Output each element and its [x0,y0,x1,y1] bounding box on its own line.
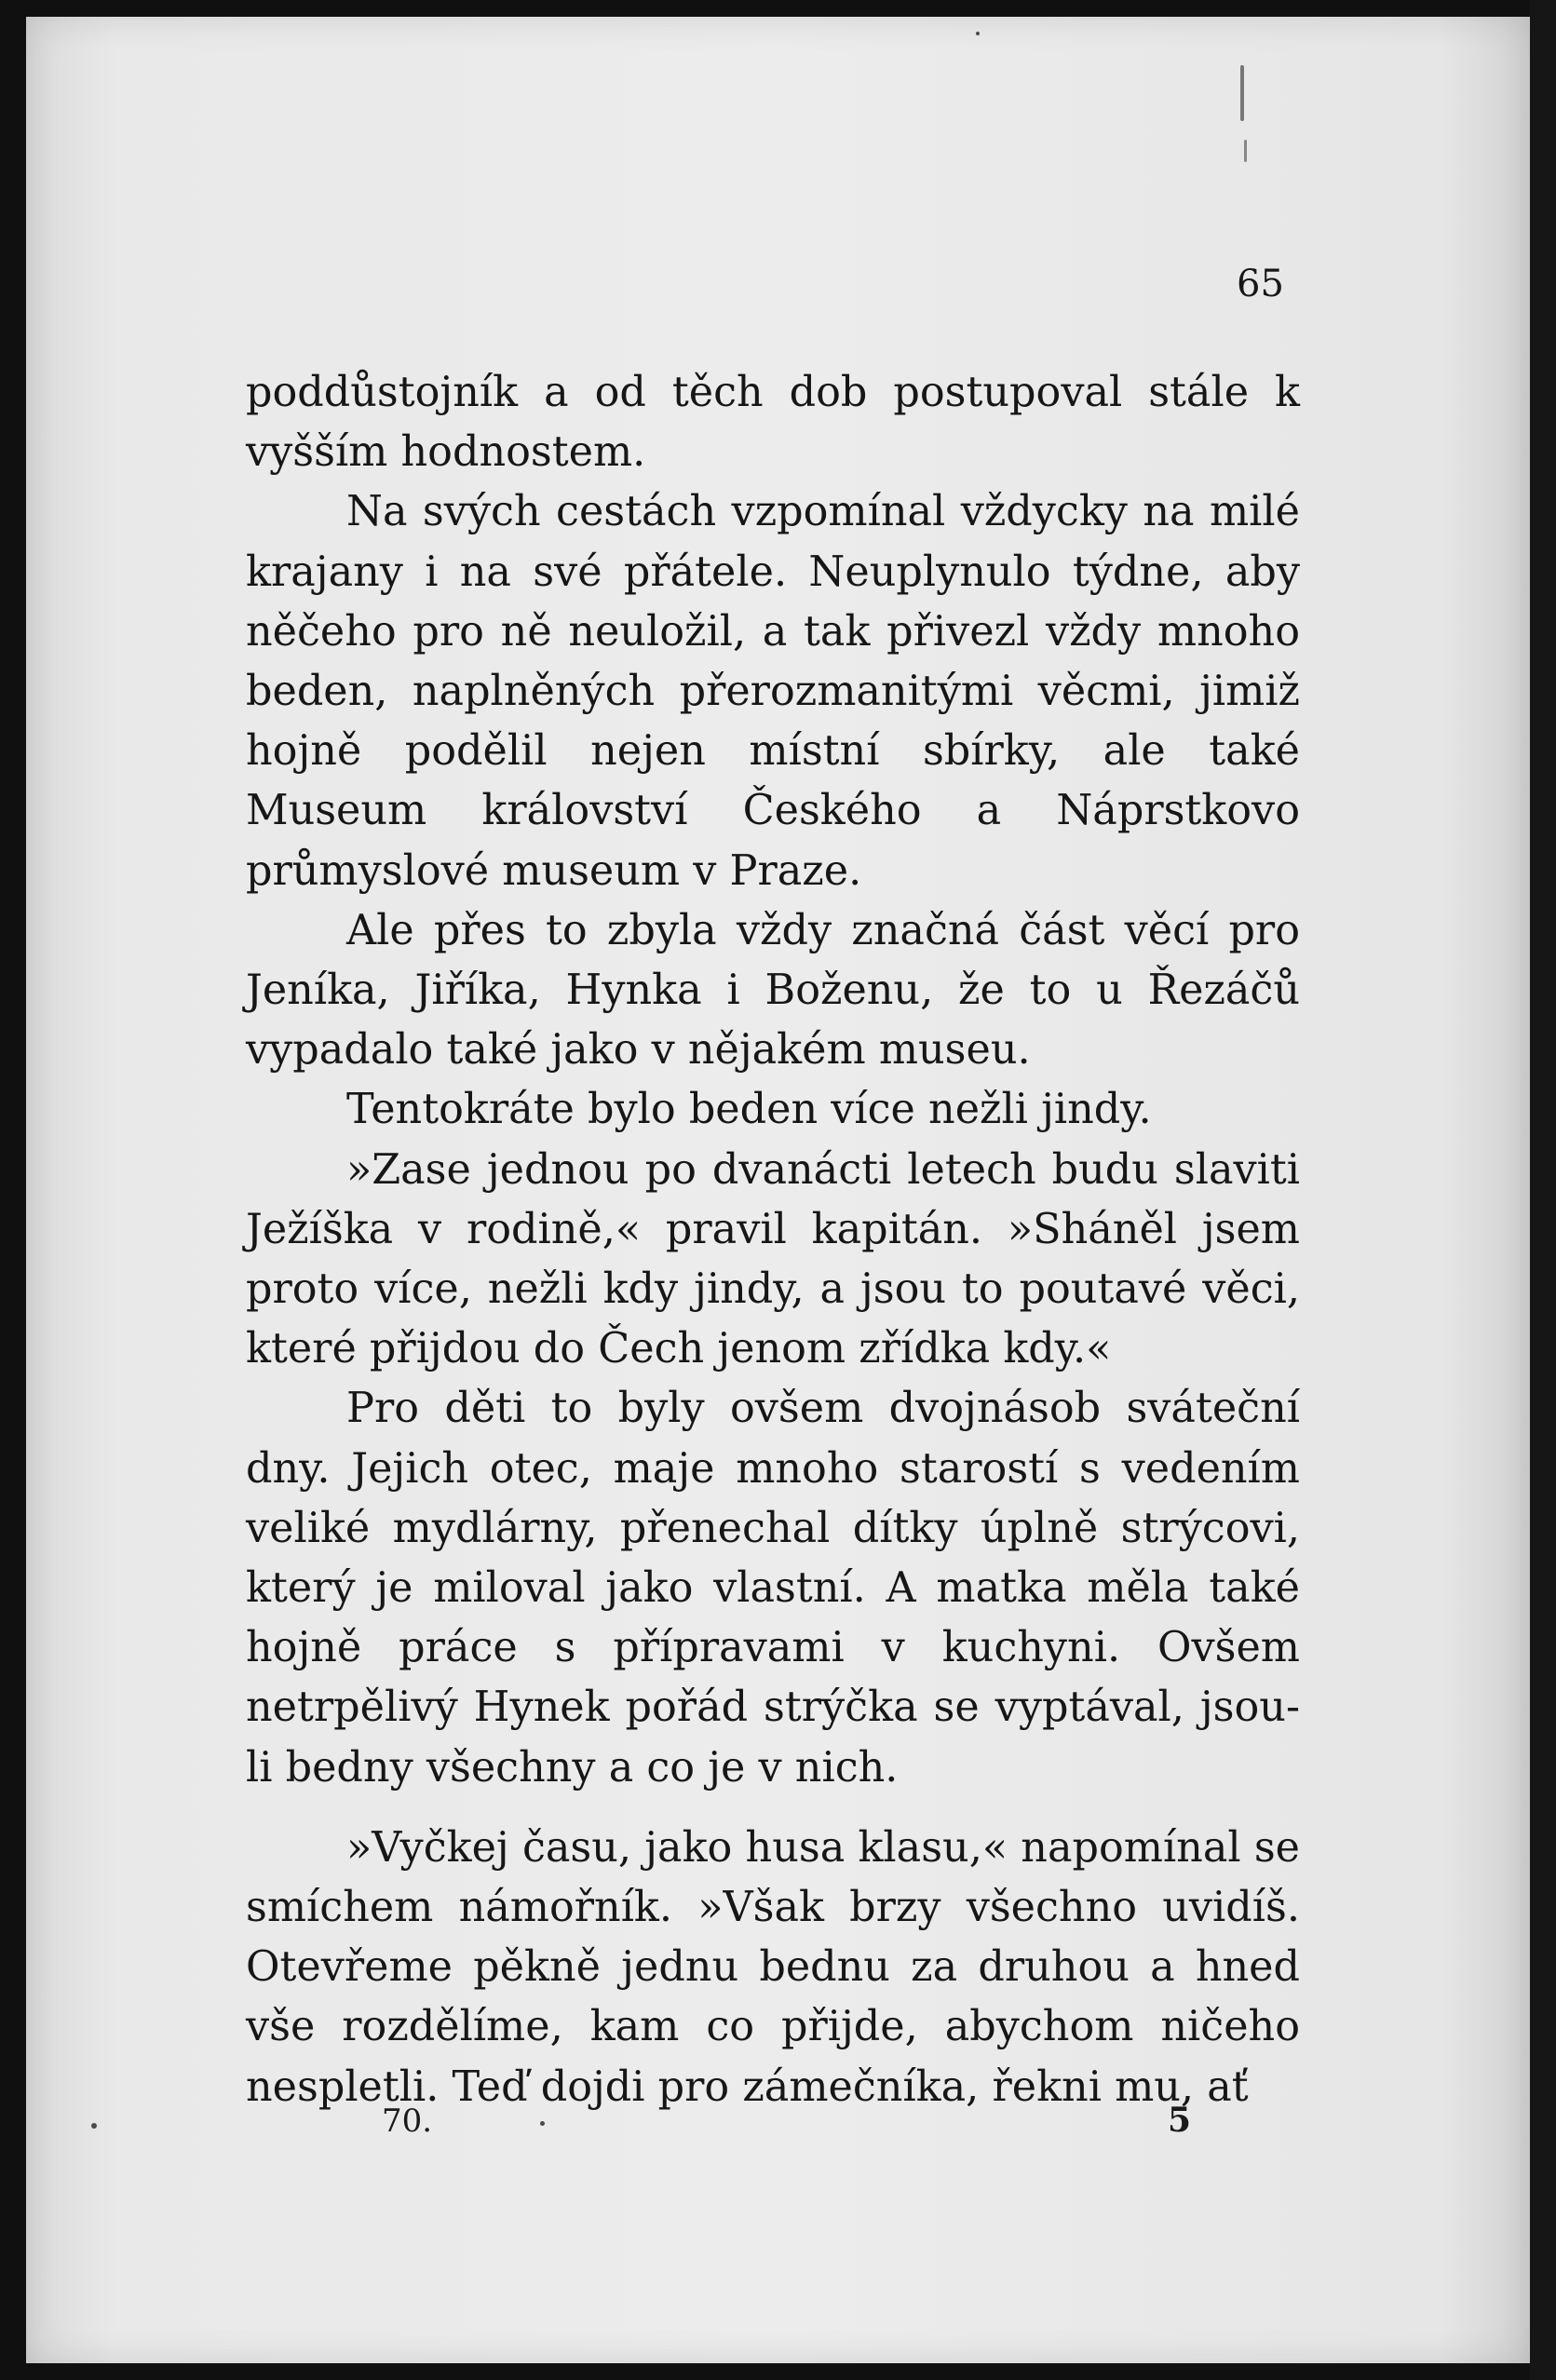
footer-signature-mark: 70. [382,2103,433,2140]
footer-sheet-number: 5 [1168,2101,1192,2140]
paragraph-2: Na svých cestách vzpomínal vždycky na milé krajany i na své přátele. Neuplynulo týdne, aby něčeho pro ně neuložil, a tak přivezl vždy mnoho beden, naplněných přerozmanitými věcmi, jimiž hojně podělil nejen místní sbírky, ale také Museum království Českého a Náprstkovo průmyslové museum v Praze. [246,488,1300,895]
page-edge-shadow [1530,0,1556,2380]
body-text [246,363,1300,2117]
paragraph-4: Tentokráte bylo beden více nežli jindy. [346,1086,1152,1134]
paragraph-3: Ale přes to zbyla vždy značná část věcí pro Jeníka, Jiříka, Hynka i Boženu, že to u Řezáčů vypadalo také jako v nějakém museu. [246,906,1300,1075]
paragraph-7: »Vyčkej času, jako husa klasu,« napomínal se smíchem námořník. »Však brzy všechno uvidíš. Otevřeme pěkně jednu bednu za druhou a hned vše rozdělíme, kam co přijde, abychom ničeho nespletli. Teď dojdi pro zámečníka, řekni mu, ať [246,1823,1300,2111]
paragraph-1: poddůstojník a od těch dob postupoval stále k vyšším hodnostem. [246,369,1300,477]
page-number: 65 [1237,263,1284,305]
paragraph-5: »Zase jednou po dvanácti letech budu slaviti Ježíška v rodině,« pravil kapitán. »Sháněl jsem proto více, nežli kdy jindy, a jsou to poutavé věci, které přijdou do Čech jenom zřídka kdy.« [246,1145,1300,1373]
paragraph-6: Pro děti to byly ovšem dvojnásob sváteční dny. Jejich otec, maje mnoho starostí s vedením veliké mydlárny, přenechal dítky úplně strýcovi, který je miloval jako vlastní. A matka měla také hojně práce s přípravami v kuchyni. Ovšem netrpělivý Hynek pořád strýčka se vyptával, jsou-li bedny všechny a co je v nich. [246,1385,1300,1792]
